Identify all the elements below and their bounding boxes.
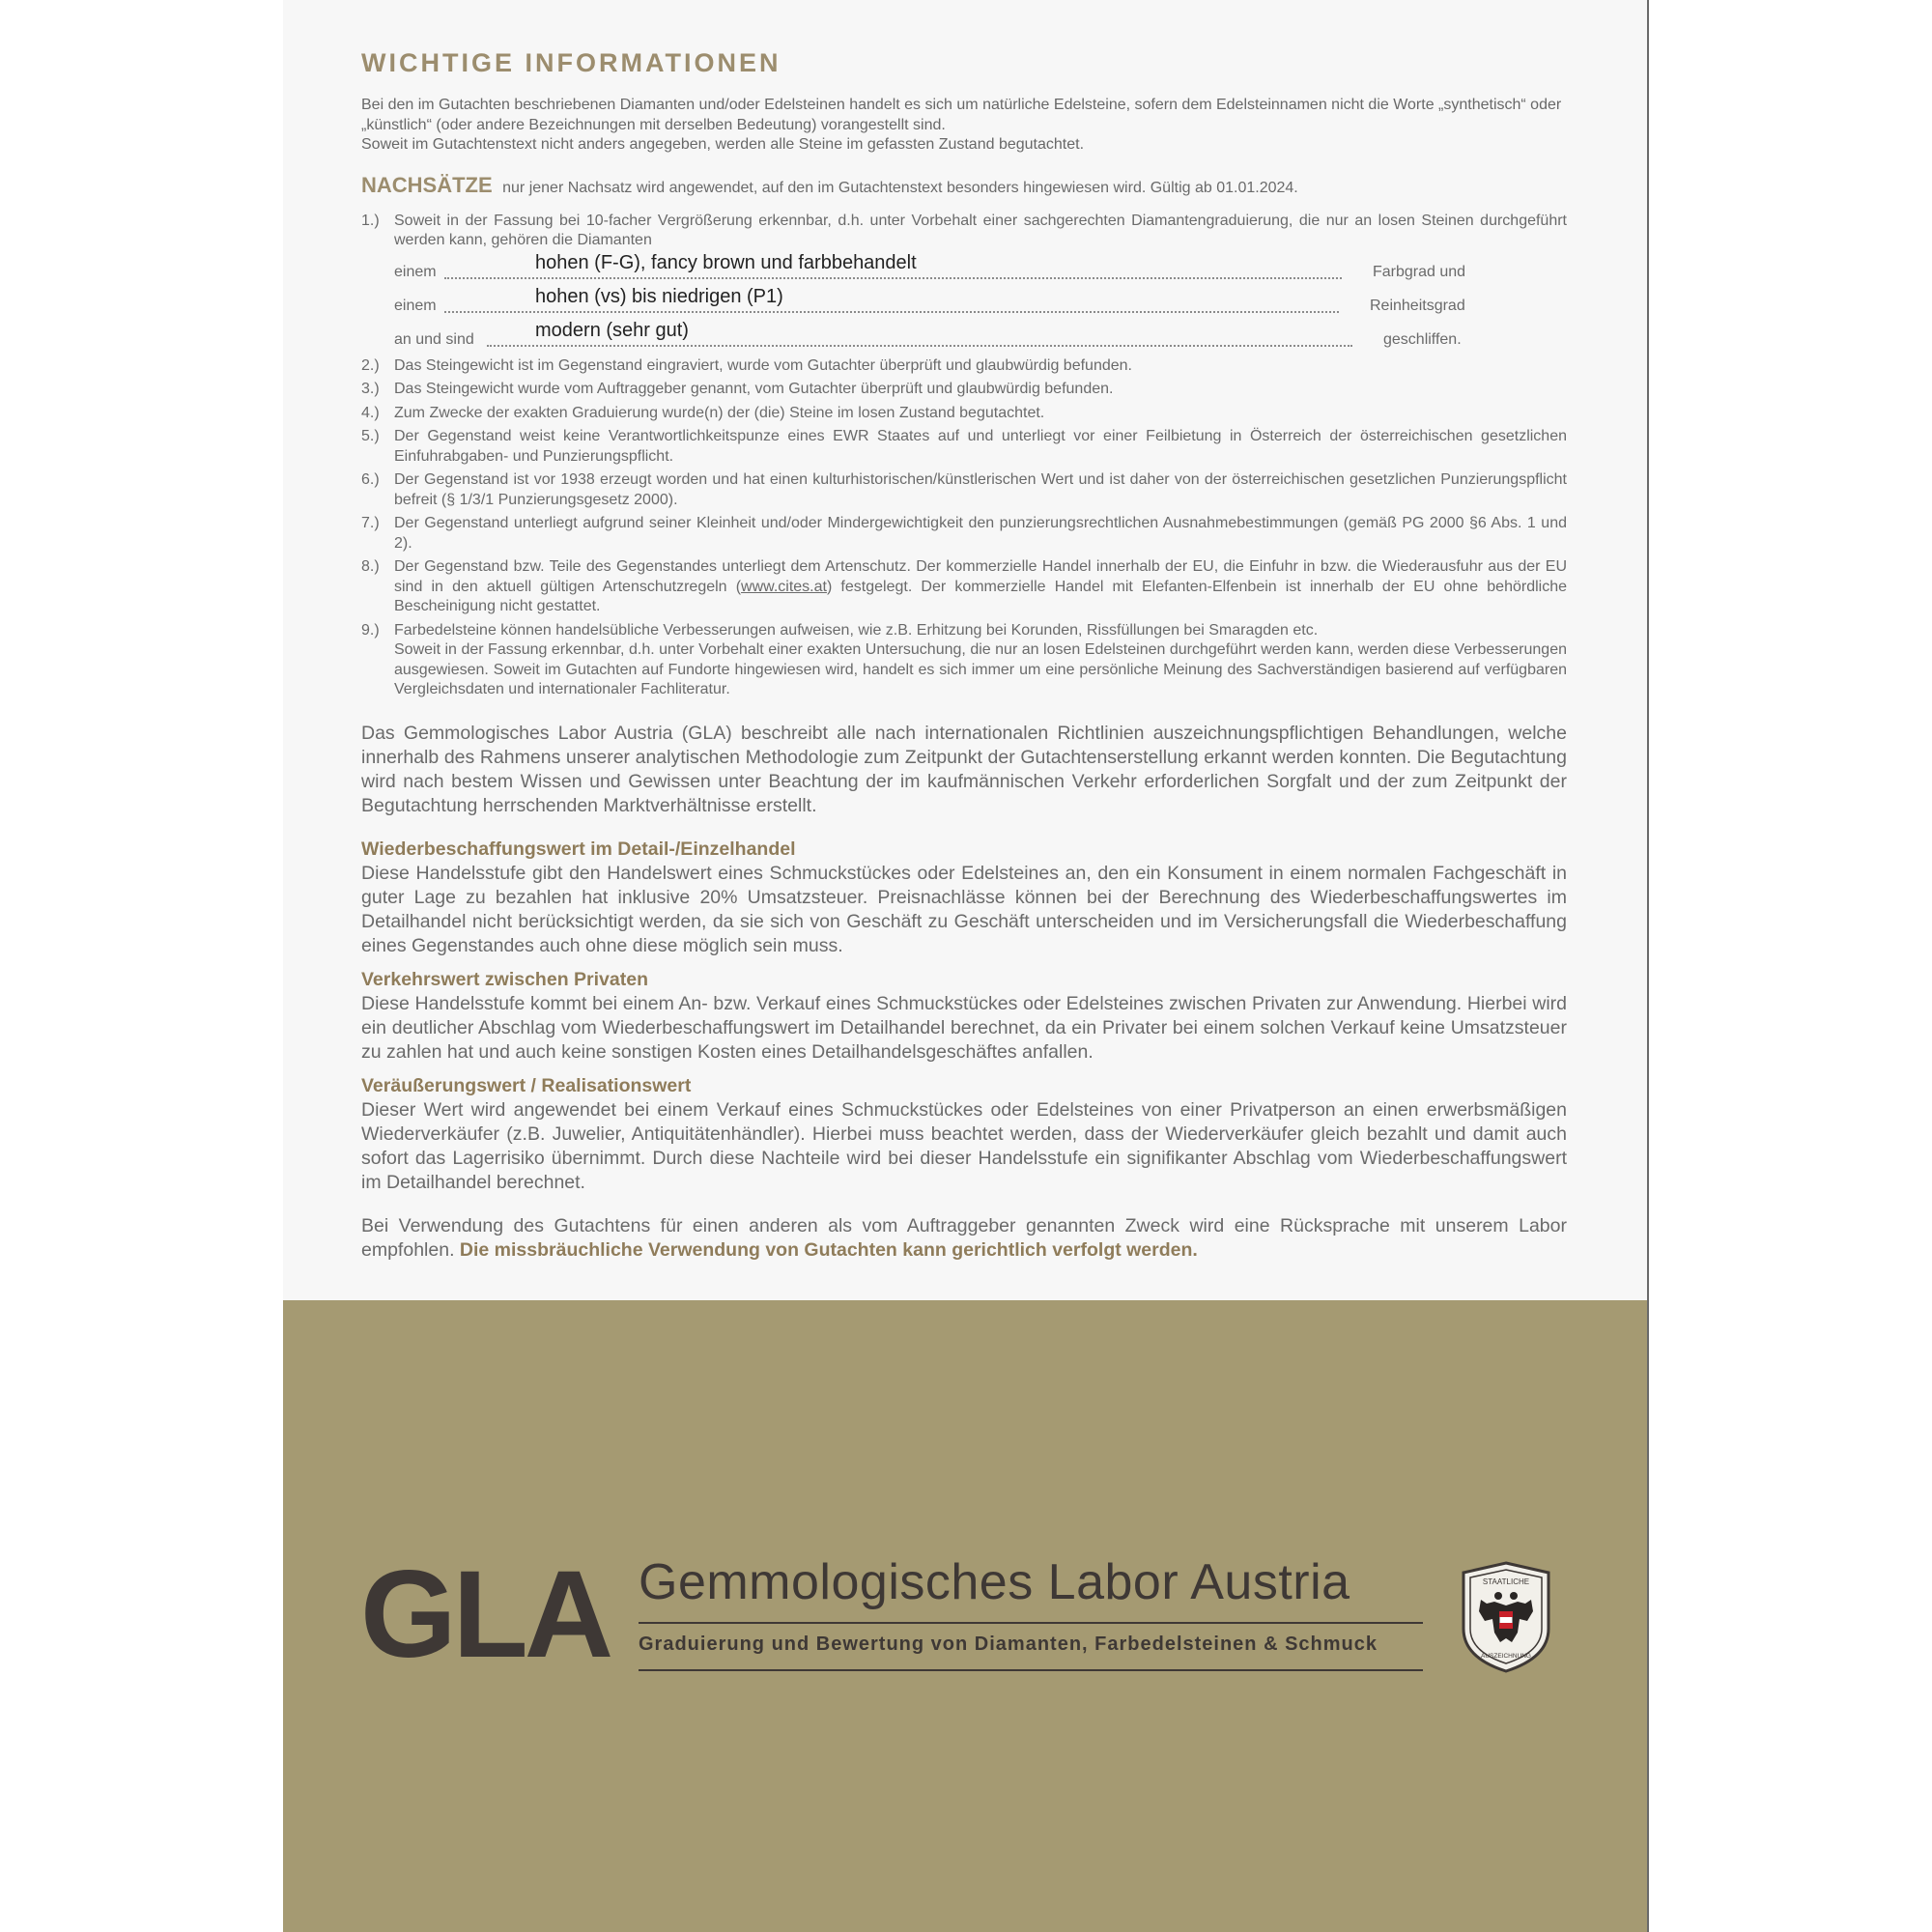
item-number: 1.) [361, 212, 380, 229]
gla-logo: GLA [360, 1546, 611, 1684]
section-retail-value [361, 838, 1567, 958]
content [361, 48, 1567, 1263]
item-number: 4.) [361, 404, 380, 421]
final-note-text: Bei Verwendung des Gutachtens für einen anderen als vom Auftraggeber genannten Zweck wird eine Rücksprache mit unserem Labor empfohlen. [361, 1214, 1567, 1261]
item-number: 8.) [361, 558, 380, 575]
dotted-line [444, 277, 1342, 279]
nachsaetze-title: NACHSÄTZE [361, 172, 493, 197]
item-number: 9.) [361, 621, 380, 639]
item-text: Zum Zwecke der exakten Graduierung wurde(n) der (die) Steine im losen Zustand begutachtet. [394, 404, 1045, 421]
item-text: Das Steingewicht wurde vom Auftraggeber genannt, vom Gutachter überprüft und glaubwürdig befunden. [394, 381, 1114, 397]
list-item [361, 356, 1567, 377]
intro-paragraph: Soweit im Gutachtenstext nicht anders angegeben, werden alle Steine im gefassten Zustand begutachtet. [361, 136, 1085, 153]
fill-row-clarity [394, 285, 1567, 319]
item-number: 2.) [361, 356, 380, 374]
list-item [361, 514, 1567, 554]
section-title: Wiederbeschaffungswert im Detail-/Einzelhandel [361, 838, 796, 860]
state-award-seal-icon [1458, 1561, 1554, 1673]
item-text: Soweit in der Fassung erkennbar, d.h. unter Vorbehalt einer exakten Untersuchung, die nur an losen Edelsteinen durchgeführt werden kann, werden diese Verbesserungen ausgewiesen. Soweit im Gutachten auf Fundorte hingewiesen wird, handelt es sich immer um eine persönliche Meinung des Sachverständigen basierend auf verfügbaren Vergleichsdaten und internationaler Fachliteratur. [394, 641, 1567, 697]
seal-text-top: STAATLICHE [1482, 1577, 1530, 1586]
section-text: Diese Handelsstufe kommt bei einem An- bzw. Verkauf eines Schmuckstückes oder Edelsteines zwischen Privaten zur Anwendung. Hierbei wird ein deutlicher Abschlag vom Wiederbeschaffungswert im Detailhandel berechnet, da ein Privater bei einem solchen Verkauf keine Umsatzsteuer zu zahlen hat und auch keine sonstigen Kosten eines Detailhandelsgeschäftes anfallen. [361, 992, 1567, 1063]
certificate-page [283, 0, 1649, 1932]
list-item [361, 470, 1567, 510]
intro [361, 96, 1567, 156]
final-note-warning: Die missbräuchliche Verwendung von Gutachten kann gerichtlich verfolgt werden. [459, 1238, 1198, 1261]
fill-value-cut-grade: modern (sehr gut) [535, 320, 689, 341]
item-number: 5.) [361, 428, 380, 444]
section-private-value [361, 968, 1567, 1065]
item-text: Der Gegenstand unterliegt aufgrund seiner Kleinheit und/oder Mindergewichtigkeit den punzierungsrechtlichen Ausnahmebestimmungen (gemäß PG 2000 §6 Abs. 1 und 2). [394, 515, 1567, 552]
intro-paragraph: Bei den im Gutachten beschriebenen Diamanten und/oder Edelsteinen handelt es sich um natürliche Edelsteine, sofern dem Edelsteinnamen nicht die Worte „synthetisch“ oder „künstlich“ (oder andere Bezeichnungen mit derselben Bedeutung) vorangestellt sind. [361, 97, 1562, 133]
list-item [361, 557, 1567, 617]
fill-tail: Reinheitsgrad [1370, 298, 1465, 314]
section-realisation-value [361, 1074, 1567, 1195]
item-text-part: Der Gegenstand bzw. Teile des Gegenstandes unterliegt dem Artenschutz. Der kommerzielle Handel innerhalb der EU, die Einfuhr in bzw. die Wiederausfuhr aus der EU sind in den aktuell gültigen Artenschutzregeln ( [394, 558, 1567, 595]
fill-value-clarity-grade: hohen (vs) bis niedrigen (P1) [535, 286, 783, 307]
fill-value-color-grade: hohen (F-G), fancy brown und farbbehandelt [535, 252, 917, 273]
divider [639, 1669, 1423, 1671]
lab-tagline: Graduierung und Bewertung von Diamanten, Farbedelsteinen & Schmuck [639, 1634, 1378, 1655]
fill-tail: geschliffen. [1383, 331, 1462, 348]
dotted-line [444, 311, 1339, 313]
nachsaetze-subtitle: nur jener Nachsatz wird angewendet, auf den im Gutachtenstext besonders hingewiesen wird. Gültig ab 01.01.2024. [502, 179, 1298, 196]
list-item [361, 427, 1567, 467]
nachsaetze-list [361, 212, 1567, 700]
fill-row-color [394, 251, 1567, 285]
final-note [361, 1214, 1567, 1263]
section-text: Diese Handelsstufe gibt den Handelswert eines Schmuckstückes oder Edelsteines an, den ein Konsument in einem normalen Fachgeschäft in guter Lage zu bezahlen hat inklusive 20% Umsatzsteuer. Preisnachlässe können bei der Berechnung des Wiederbeschaffungswertes im Detailhandel nicht berücksichtigt werden, da sie sich von Geschäft zu Geschäft unterscheiden und im Versicherungsfall die Wiederbeschaffung eines Gegenstandes auch ohne diese möglich sein muss. [361, 862, 1567, 956]
fill-lead: an und sind [394, 331, 474, 348]
seal-text-bottom: AUSZEICHNUNG [1480, 1653, 1532, 1660]
list-item [361, 212, 1567, 353]
list-item [361, 380, 1567, 400]
list-item [361, 621, 1567, 700]
fill-row-cut [394, 319, 1567, 353]
item-text: Das Steingewicht ist im Gegenstand eingraviert, wurde vom Gutachter überprüft und glaubwürdig befunden. [394, 356, 1132, 374]
item-number: 6.) [361, 471, 380, 488]
item-number: 3.) [361, 381, 380, 397]
fill-tail: Farbgrad und [1373, 264, 1466, 280]
nachsaetze-heading [361, 173, 1567, 198]
item-text [394, 557, 1567, 617]
footer-band [283, 1300, 1647, 1932]
lab-name: Gemmologisches Labor Austria [639, 1554, 1350, 1610]
cites-link[interactable]: www.cites.at [741, 578, 827, 595]
item-number: 7.) [361, 515, 380, 531]
page-title: WICHTIGE INFORMATIONEN [361, 48, 781, 77]
dotted-line [487, 345, 1352, 347]
item-text: Soweit in der Fassung bei 10-facher Vergrößerung erkennbar, d.h. unter Vorbehalt einer sachgerechten Diamantengraduierung, die nur an losen Steinen durchgeführt werden kann, gehören die Diamanten [394, 212, 1567, 248]
divider [639, 1622, 1423, 1624]
section-title: Veräußerungswert / Realisationswert [361, 1074, 692, 1096]
item-text-part: ) festgelegt. Der kommerzielle Handel mit Elefanten-Elfenbein ist innerhalb der EU ohne behördliche Bescheinigung nicht gestattet. [394, 578, 1568, 614]
item-text: Der Gegenstand weist keine Verantwortlichkeitspunze eines EWR Staates auf und unterliegt vor einer Feilbietung in Österreich der österreichischen gesetzlichen Einfuhrabgaben- und Punzierungspflicht. [394, 428, 1567, 465]
list-item [361, 404, 1567, 424]
gla-statement: Das Gemmologisches Labor Austria (GLA) beschreibt alle nach internationalen Richtlinien auszeichnungspflichtigen Behandlungen, welche innerhalb des Rahmens unserer analytischen Methodologie zum Zeitpunkt der Gutachtenserstellung erkannt werden konnten. Die Begutachtung wird nach bestem Wissen und Gewissen unter Beachtung der im kaufmännischen Verkehr erforderlichen Sorgfalt und der zum Zeitpunkt der Begutachtung herrschenden Marktverhältnisse erstellt. [361, 722, 1567, 816]
section-title: Verkehrswert zwischen Privaten [361, 968, 648, 990]
item-text: Der Gegenstand ist vor 1938 erzeugt worden und hat einen kulturhistorischen/künstlerischen Wert und ist daher von der österreichischen gesetzlichen Punzierungspflicht befreit (§ 1/3/1 Punzierungsgesetz 2000). [394, 471, 1567, 508]
fill-lead: einem [394, 264, 437, 280]
section-text: Dieser Wert wird angewendet bei einem Verkauf eines Schmuckstückes oder Edelsteines von einer Privatperson an einen erwerbsmäßigen Wiederverkäufer (z.B. Juwelier, Antiquitätenhändler). Hierbei muss beachtet werden, dass der Wiederverkäufer gleich bezahlt und damit auch sofort das Lagerrisiko übernimmt. Durch diese Nachteile wird bei dieser Handelsstufe ein signifikanter Abschlag vom Wiederbeschaffungswert im Detailhandel berechnet. [361, 1098, 1567, 1193]
fill-lead: einem [394, 298, 437, 314]
item-text: Farbedelsteine können handelsübliche Verbesserungen aufweisen, wie z.B. Erhitzung bei Korunden, Rissfüllungen bei Smaragden etc. [394, 621, 1319, 639]
